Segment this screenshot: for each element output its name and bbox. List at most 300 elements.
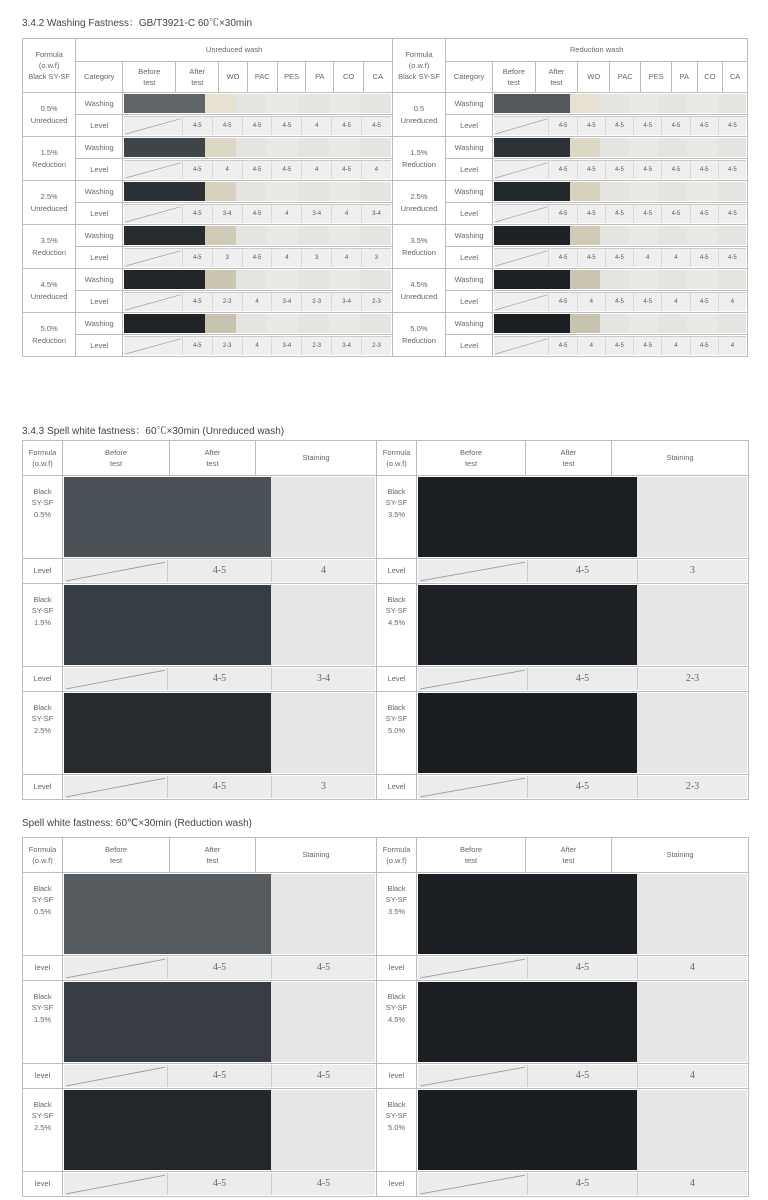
level-value: 4 <box>242 337 272 355</box>
fabric-swatches <box>124 94 391 113</box>
level-strip <box>123 159 393 181</box>
adjacent-fabric-swatch <box>205 270 236 289</box>
sample-label: Black SY-SF 4.5% <box>377 981 417 1064</box>
level-value: 4 <box>718 293 746 311</box>
before-test-header_r: Before test <box>493 62 536 93</box>
level-value: 3-4 <box>331 293 361 311</box>
level-value: 3 <box>361 249 391 267</box>
spell-level-row <box>23 667 749 692</box>
sample-label: Black SY-SF 5.0% <box>377 1089 417 1172</box>
level-strip <box>63 956 377 981</box>
spell-level-row <box>23 775 749 800</box>
grey-scale-levels <box>124 116 391 135</box>
sample-photo <box>63 692 377 775</box>
fiber-header-pes: PES <box>277 62 306 93</box>
washing-label: Washing <box>76 181 123 203</box>
spell-white-unreduced-table <box>22 440 748 800</box>
grey-scale-diagonal <box>418 957 527 979</box>
adjacent-fabric-swatch <box>717 182 746 201</box>
level-value: 3 <box>212 249 242 267</box>
grey-scale-diagonal <box>418 1065 527 1087</box>
level-value: 4 <box>271 249 301 267</box>
grey-scale-levels <box>418 668 747 690</box>
washing-strip <box>493 181 748 203</box>
level-value: 4-5 <box>548 293 576 311</box>
dyed-fabric <box>418 693 637 773</box>
washing-strip <box>123 181 393 203</box>
adjacent-fabric-swatch <box>329 226 360 245</box>
formula-cell: 4.5% Unreduced <box>23 269 76 313</box>
level-value: 4-5 <box>633 117 661 135</box>
level-label: level <box>23 1172 63 1197</box>
adjacent-fabric-swatch <box>658 270 687 289</box>
staining-fabric <box>637 693 747 773</box>
adjacent-fabric-swatch <box>687 182 716 201</box>
fabric-swatches <box>494 138 746 157</box>
formula-cell: 3.5% Reduction <box>23 225 76 269</box>
dyed-swatch <box>494 226 570 245</box>
grey-scale-ref <box>494 293 548 311</box>
color-change-level: 4-5 <box>527 776 637 798</box>
adjacent-fabric-swatch <box>717 270 746 289</box>
adjacent-fabric-swatch <box>570 182 599 201</box>
formula-cell: 0.5 Unreduced <box>392 93 445 137</box>
level-value: 4-5 <box>182 337 212 355</box>
level-value: 4-5 <box>661 117 689 135</box>
wash-row <box>23 269 748 291</box>
grey-scale-ref <box>64 776 167 798</box>
staining-level: 4 <box>271 560 375 582</box>
washing-label: Washing <box>446 93 493 115</box>
grey-scale-diagonal <box>124 249 182 267</box>
level-value: 4-5 <box>548 249 576 267</box>
reduction-wash-header: Reduction wash <box>446 39 748 62</box>
washing-fastness-title: 3.4.2 Washing Fastness：GB/T3921-C 60℃×30min <box>22 18 253 29</box>
level-label: Level <box>23 775 63 800</box>
adjacent-fabric-swatch <box>687 270 716 289</box>
adjacent-fabric-swatch <box>570 314 599 333</box>
after-test-header: After test <box>176 62 219 93</box>
adjacent-fabric-swatch <box>360 138 391 157</box>
formula-cell: 2.5% Unreduced <box>392 181 445 225</box>
spell-sample-row <box>23 873 749 956</box>
before-test-header: Before test <box>417 838 526 873</box>
level-value: 4-5 <box>182 161 212 179</box>
level-value: 2-3 <box>361 293 391 311</box>
fabric-photo <box>418 693 747 773</box>
adjacent-fabric-swatch <box>267 314 298 333</box>
grey-scale-diagonal <box>64 1173 167 1195</box>
spell-header-row <box>23 441 749 476</box>
grey-scale-levels <box>64 668 375 690</box>
after-test-header: After test <box>170 441 256 476</box>
adjacent-fabric-swatch <box>236 138 267 157</box>
washing-label: Washing <box>446 137 493 159</box>
grey-scale-levels <box>64 776 375 798</box>
level-value: 4-5 <box>331 161 361 179</box>
adjacent-fabric-swatch <box>205 226 236 245</box>
adjacent-fabric-swatch <box>236 182 267 201</box>
after-test-header: After test <box>526 838 612 873</box>
grey-scale-diagonal <box>124 293 182 311</box>
adjacent-fabric-swatch <box>236 94 267 113</box>
spell-table-grid <box>22 440 749 800</box>
fabric-swatches <box>124 314 391 333</box>
adjacent-fabric-swatch <box>658 138 687 157</box>
level-strip <box>63 1064 377 1089</box>
grey-scale-ref <box>64 1173 167 1195</box>
formula-header-r: Formula (o.w.f) Black SY-SF <box>392 39 445 93</box>
grey-scale-diagonal <box>124 161 182 179</box>
color-change-level: 4-5 <box>527 957 637 979</box>
level-value: 4 <box>242 293 272 311</box>
level-value: 4-5 <box>242 117 272 135</box>
sample-photo <box>63 873 377 956</box>
sample-photo <box>63 476 377 559</box>
grey-scale-ref <box>64 668 167 690</box>
level-value: 4-5 <box>212 117 242 135</box>
sample-label: Black SY-SF 3.5% <box>377 873 417 956</box>
level-value: 4-5 <box>690 117 718 135</box>
washing-strip <box>493 313 748 335</box>
sample-label: Black SY-SF 2.5% <box>23 1089 63 1172</box>
sample-label: Black SY-SF 2.5% <box>23 692 63 775</box>
level-strip <box>417 956 749 981</box>
level-value: 4-5 <box>548 117 576 135</box>
grey-scale-diagonal <box>494 161 548 179</box>
grey-scale-ref <box>418 668 527 690</box>
washing-strip <box>123 93 393 115</box>
spell-table-grid <box>22 837 749 1197</box>
adjacent-fabric-swatch <box>600 94 629 113</box>
formula-header: Formula (o.w.f) <box>377 441 417 476</box>
grey-scale-levels <box>64 1065 375 1087</box>
category-header_r: Category <box>446 62 493 93</box>
adjacent-fabric-swatch <box>600 314 629 333</box>
sample-label: Black SY-SF 5.0% <box>377 692 417 775</box>
fabric-swatches <box>494 270 746 289</box>
color-change-level: 4-5 <box>167 560 271 582</box>
level-value: 4-5 <box>605 117 633 135</box>
level-value: 3-4 <box>301 205 331 223</box>
level-label: level <box>377 1172 417 1197</box>
level-value: 4 <box>301 117 331 135</box>
washing-fastness-table <box>22 38 748 357</box>
adjacent-fabric-swatch <box>267 270 298 289</box>
level-strip <box>493 247 748 269</box>
level-strip <box>493 203 748 225</box>
spell-sample-row <box>23 1089 749 1172</box>
grey-scale-diagonal <box>124 205 182 223</box>
level-value: 4-5 <box>182 249 212 267</box>
adjacent-fabric-swatch <box>267 138 298 157</box>
fiber-header-pa_r: PA <box>672 62 698 93</box>
fabric-photo <box>64 585 375 665</box>
grey-scale-levels <box>494 116 746 135</box>
adjacent-fabric-swatch <box>658 226 687 245</box>
grey-scale-diagonal <box>418 1173 527 1195</box>
fiber-header-pes_r: PES <box>641 62 672 93</box>
sample-label: Black SY-SF 4.5% <box>377 584 417 667</box>
sample-photo <box>417 692 749 775</box>
level-label: Level <box>76 203 123 225</box>
grey-scale-ref <box>494 117 548 135</box>
adjacent-fabric-swatch <box>329 314 360 333</box>
sample-label: Black SY-SF 0.5% <box>23 873 63 956</box>
fiber-header-pa: PA <box>306 62 334 93</box>
fiber-header-co_r: CO <box>697 62 723 93</box>
grey-scale-ref <box>124 249 182 267</box>
staining-fabric <box>271 693 375 773</box>
staining-level: 3 <box>637 560 747 582</box>
level-row <box>23 203 748 225</box>
spell-sample-row <box>23 692 749 775</box>
level-value: 4 <box>633 249 661 267</box>
dyed-fabric <box>64 693 271 773</box>
level-value: 4-5 <box>633 161 661 179</box>
level-value: 4 <box>331 249 361 267</box>
adjacent-fabric-swatch <box>205 138 236 157</box>
staining-level: 3 <box>271 776 375 798</box>
staining-fabric <box>637 982 747 1062</box>
adjacent-fabric-swatch <box>298 270 329 289</box>
dyed-fabric <box>64 585 271 665</box>
washing-strip <box>123 225 393 247</box>
dyed-fabric <box>418 585 637 665</box>
level-label: Level <box>446 247 493 269</box>
adjacent-fabric-swatch <box>600 226 629 245</box>
color-change-level: 4-5 <box>527 1065 637 1087</box>
level-value: 4-5 <box>633 205 661 223</box>
color-change-level: 4-5 <box>527 560 637 582</box>
fabric-swatches <box>494 94 746 113</box>
level-value: 4-5 <box>605 337 633 355</box>
category-header: Category <box>76 62 123 93</box>
washing-strip <box>123 137 393 159</box>
adjacent-fabric-swatch <box>267 182 298 201</box>
level-label: Level <box>446 159 493 181</box>
dyed-swatch <box>494 138 570 157</box>
adjacent-fabric-swatch <box>570 226 599 245</box>
washing-strip <box>123 313 393 335</box>
grey-scale-diagonal <box>124 337 182 355</box>
level-label: Level <box>377 559 417 584</box>
level-value: 4 <box>661 337 689 355</box>
spell-white-reduction-table <box>22 837 748 1197</box>
staining-level: 4 <box>637 1173 747 1195</box>
level-value: 4 <box>301 161 331 179</box>
grey-scale-ref <box>124 161 182 179</box>
before-test-header: Before test <box>123 62 176 93</box>
level-value: 4-5 <box>718 117 746 135</box>
formula-cell: 2.5% Unreduced <box>23 181 76 225</box>
dyed-swatch <box>494 314 570 333</box>
spell-level-row <box>23 1172 749 1197</box>
level-label: level <box>23 956 63 981</box>
color-change-level: 4-5 <box>527 1173 637 1195</box>
dyed-swatch <box>124 94 205 113</box>
grey-scale-levels <box>418 1065 747 1087</box>
sample-photo <box>417 981 749 1064</box>
fabric-photo <box>418 477 747 557</box>
grey-scale-ref <box>64 957 167 979</box>
level-strip <box>417 1172 749 1197</box>
level-value: 4-5 <box>690 293 718 311</box>
staining-fabric <box>637 874 747 954</box>
color-change-level: 4-5 <box>167 957 271 979</box>
level-value: 4-5 <box>182 117 212 135</box>
grey-scale-diagonal <box>64 957 167 979</box>
washing-strip <box>493 93 748 115</box>
fabric-swatches <box>494 226 746 245</box>
sample-photo <box>417 584 749 667</box>
dyed-swatch <box>124 270 205 289</box>
level-value: 2-3 <box>212 337 242 355</box>
level-row <box>23 291 748 313</box>
adjacent-fabric-swatch <box>687 94 716 113</box>
level-value: 4 <box>212 161 242 179</box>
level-value: 3-4 <box>361 205 391 223</box>
adjacent-fabric-swatch <box>629 94 658 113</box>
fabric-photo <box>64 874 375 954</box>
level-value: 3-4 <box>271 293 301 311</box>
fabric-swatches <box>124 138 391 157</box>
wash-row <box>23 137 748 159</box>
grey-scale-diagonal <box>64 560 167 582</box>
formula-cell: 1.5% Reduction <box>392 137 445 181</box>
level-value: 4-5 <box>661 205 689 223</box>
adjacent-fabric-swatch <box>687 226 716 245</box>
level-row <box>23 115 748 137</box>
adjacent-fabric-swatch <box>717 314 746 333</box>
staining-level: 2-3 <box>637 776 747 798</box>
sample-photo <box>417 873 749 956</box>
wash-row <box>23 93 748 115</box>
level-strip <box>63 559 377 584</box>
staining-header: Staining <box>256 441 377 476</box>
staining-fabric <box>637 585 747 665</box>
grey-scale-levels <box>64 1173 375 1195</box>
adjacent-fabric-swatch <box>687 314 716 333</box>
grey-scale-levels <box>418 1173 747 1195</box>
dyed-fabric <box>418 1090 637 1170</box>
level-strip <box>63 1172 377 1197</box>
level-row <box>23 247 748 269</box>
adjacent-fabric-swatch <box>236 226 267 245</box>
staining-header: Staining <box>612 441 749 476</box>
fabric-photo <box>418 585 747 665</box>
fabric-photo <box>64 982 375 1062</box>
grey-scale-diagonal <box>64 1065 167 1087</box>
adjacent-fabric-swatch <box>570 270 599 289</box>
level-value: 2-3 <box>361 337 391 355</box>
washing-label: Washing <box>76 93 123 115</box>
level-value: 4-5 <box>577 249 605 267</box>
washing-label: Washing <box>446 225 493 247</box>
adjacent-fabric-swatch <box>629 314 658 333</box>
spell-level-row <box>23 956 749 981</box>
fabric-swatches <box>124 270 391 289</box>
level-strip <box>493 115 748 137</box>
washing-strip <box>493 269 748 291</box>
level-value: 4-5 <box>690 205 718 223</box>
fabric-photo <box>64 693 375 773</box>
grey-scale-ref <box>418 560 527 582</box>
spell-sample-row <box>23 981 749 1064</box>
adjacent-fabric-swatch <box>629 138 658 157</box>
grey-scale-diagonal <box>494 293 548 311</box>
level-value: 4 <box>271 205 301 223</box>
staining-fabric <box>271 585 375 665</box>
sample-photo <box>417 1089 749 1172</box>
level-label: Level <box>76 159 123 181</box>
dyed-fabric <box>418 477 637 557</box>
staining-level: 4-5 <box>271 1065 375 1087</box>
fabric-swatches <box>124 182 391 201</box>
level-label: Level <box>446 115 493 137</box>
grey-scale-ref <box>418 776 527 798</box>
level-label: Level <box>76 115 123 137</box>
staining-level: 4 <box>637 1065 747 1087</box>
dyed-swatch <box>494 94 570 113</box>
staining-level: 3-4 <box>271 668 375 690</box>
grey-scale-diagonal <box>494 117 548 135</box>
before-test-header: Before test <box>63 838 170 873</box>
level-label: Level <box>377 667 417 692</box>
grey-scale-ref <box>124 205 182 223</box>
grey-scale-ref <box>494 249 548 267</box>
level-value: 2-3 <box>301 337 331 355</box>
adjacent-fabric-swatch <box>717 138 746 157</box>
grey-scale-levels <box>124 336 391 355</box>
level-value: 3-4 <box>271 337 301 355</box>
staining-header: Staining <box>256 838 377 873</box>
level-value: 4 <box>577 293 605 311</box>
adjacent-fabric-swatch <box>298 94 329 113</box>
washing-strip <box>493 137 748 159</box>
level-strip <box>123 203 393 225</box>
fabric-swatches <box>494 314 746 333</box>
level-value: 4-5 <box>690 337 718 355</box>
staining-fabric <box>637 1090 747 1170</box>
spell-level-row <box>23 1064 749 1089</box>
washing-label: Washing <box>446 269 493 291</box>
formula-cell: 5.0% Reduction <box>392 313 445 357</box>
grey-scale-diagonal <box>494 205 548 223</box>
dyed-fabric <box>64 1090 271 1170</box>
level-value: 4 <box>661 293 689 311</box>
level-value: 4-5 <box>548 161 576 179</box>
spell-sample-row <box>23 476 749 559</box>
grey-scale-diagonal <box>418 668 527 690</box>
adjacent-fabric-swatch <box>329 182 360 201</box>
adjacent-fabric-swatch <box>687 138 716 157</box>
adjacent-fabric-swatch <box>298 314 329 333</box>
wash-row <box>23 181 748 203</box>
color-change-level: 4-5 <box>167 1173 271 1195</box>
washing-label: Washing <box>76 313 123 335</box>
fiber-header-ca: CA <box>364 62 393 93</box>
formula-cell: 0.5% Unreduced <box>23 93 76 137</box>
grey-scale-ref <box>64 560 167 582</box>
fabric-photo <box>418 982 747 1062</box>
after-test-header_r: After test <box>535 62 578 93</box>
level-label: Level <box>377 775 417 800</box>
adjacent-fabric-swatch <box>298 226 329 245</box>
grey-scale-ref <box>124 117 182 135</box>
grey-scale-diagonal <box>124 117 182 135</box>
level-value: 4 <box>361 161 391 179</box>
